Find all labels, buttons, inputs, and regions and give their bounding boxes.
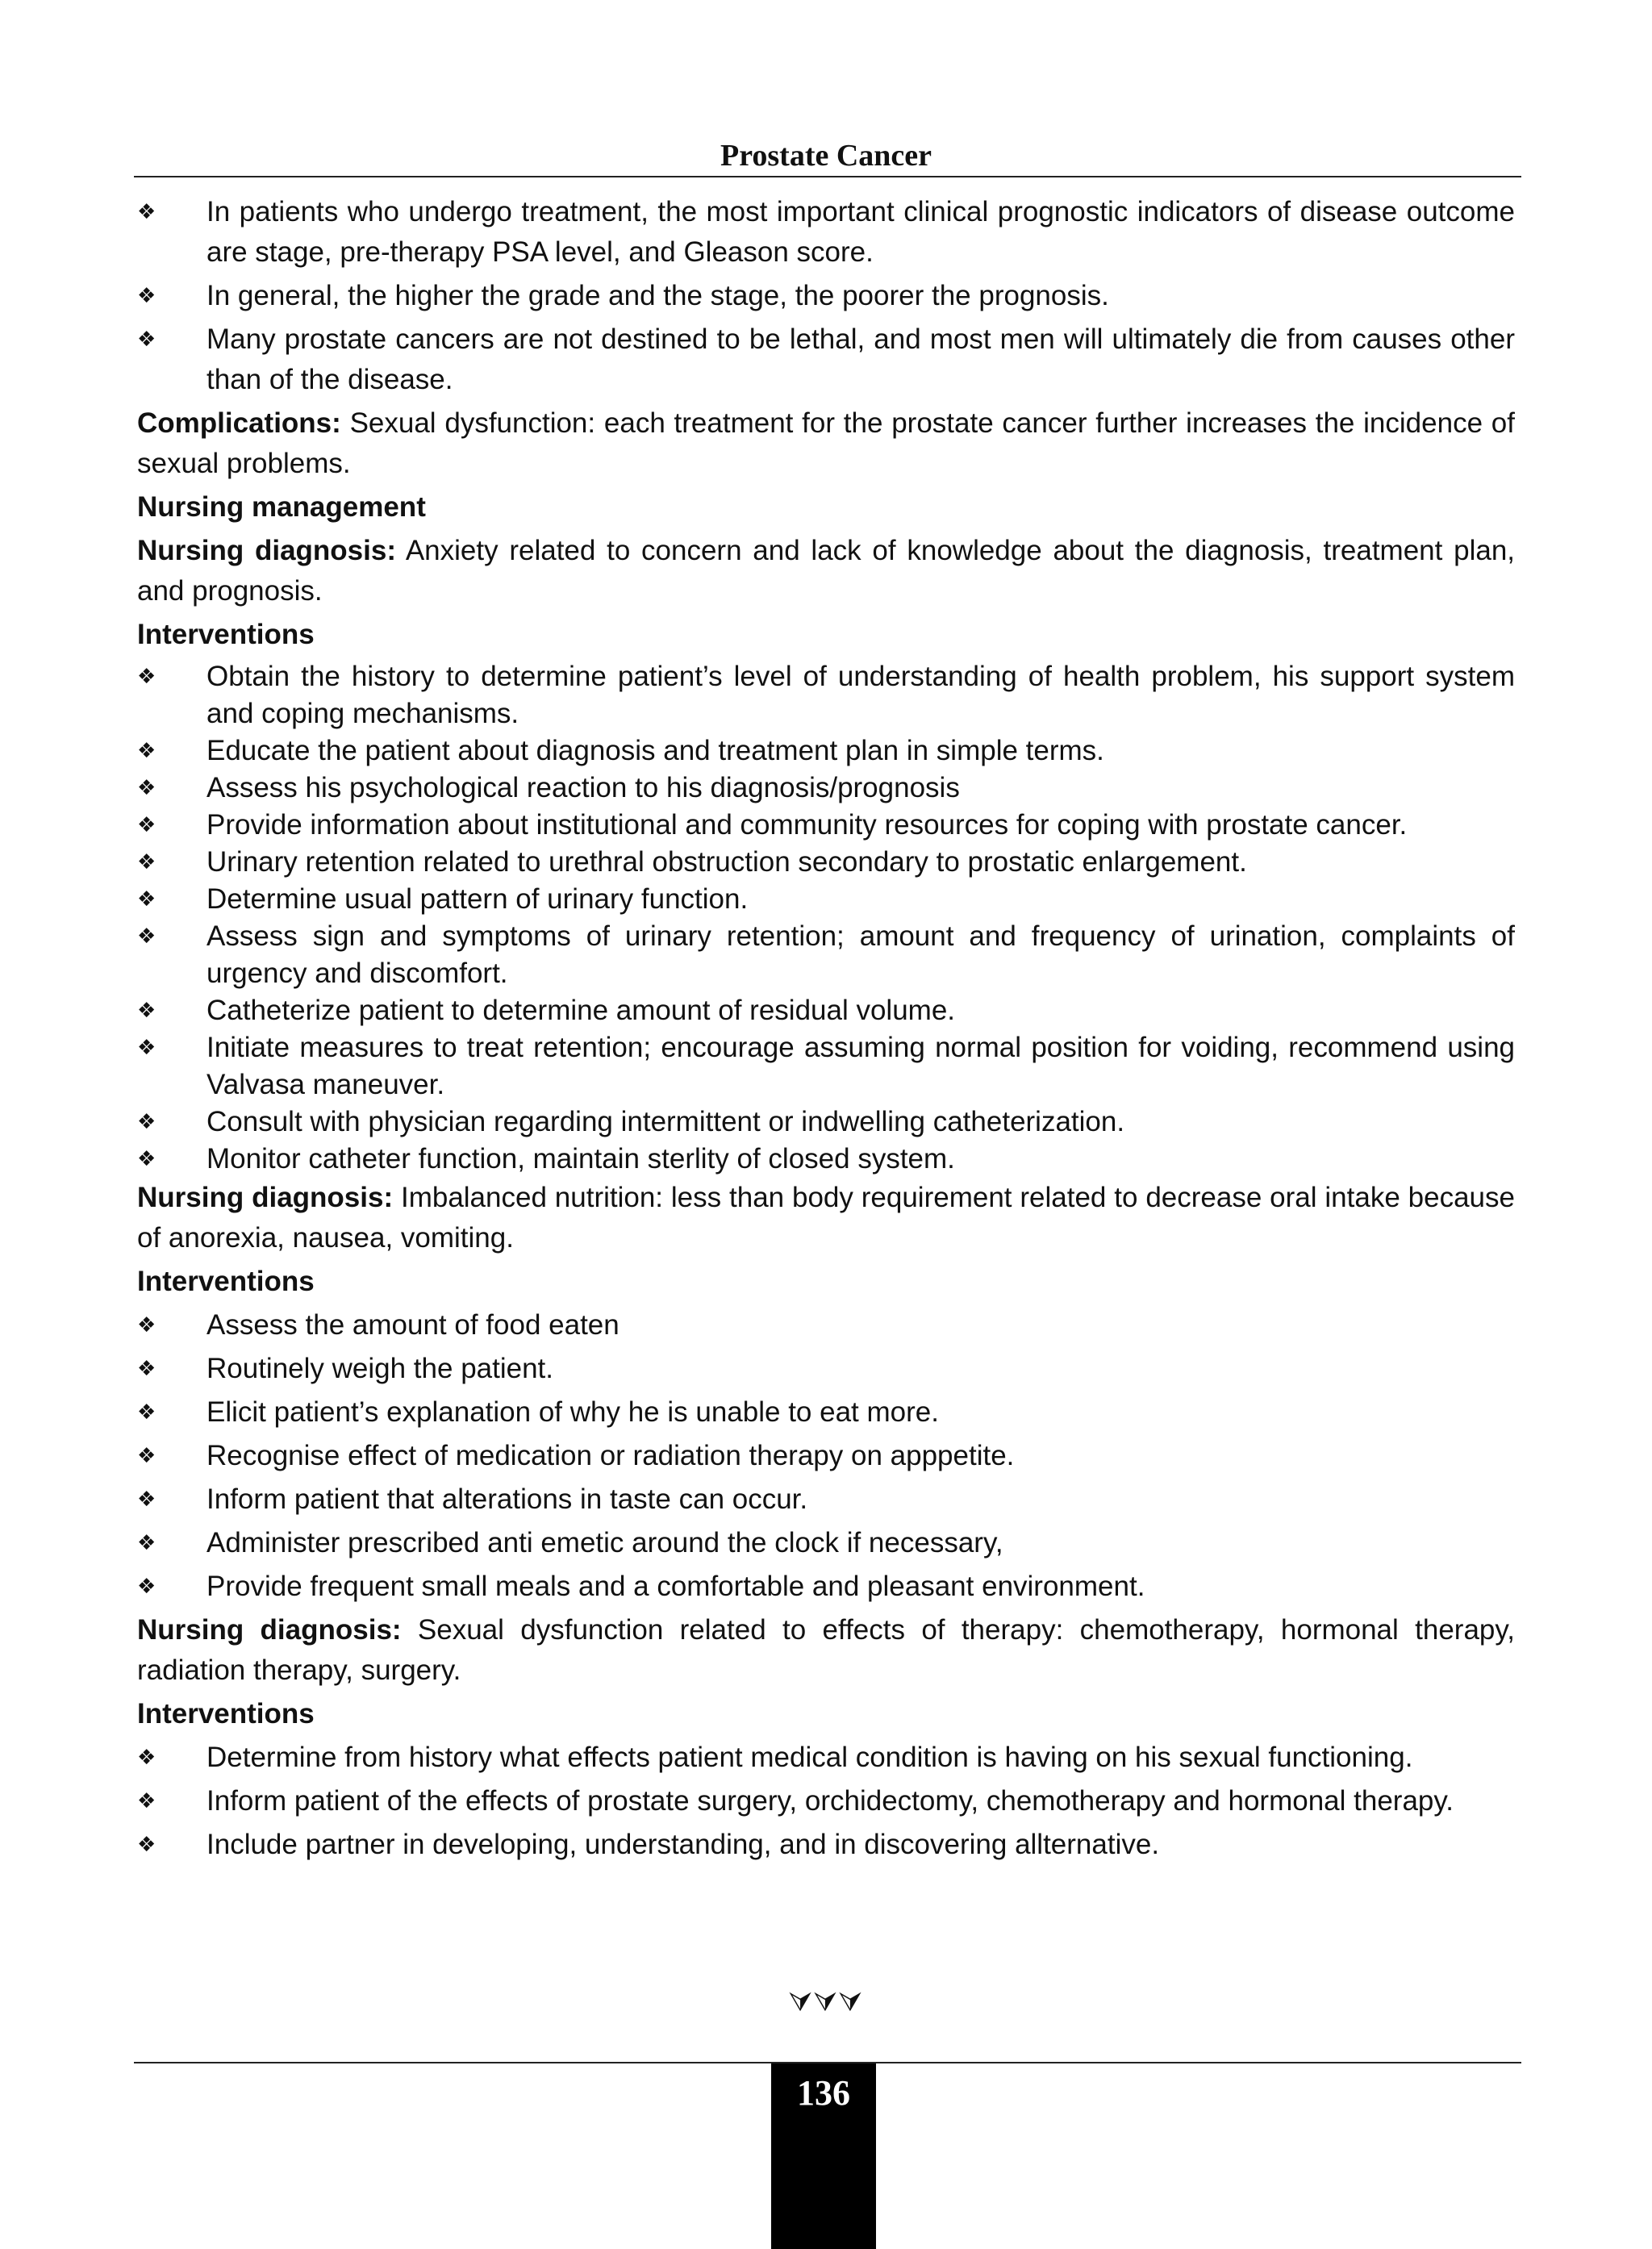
list-item: ❖ In patients who undergo treatment, the most important clinical prognostic indicators of disease outcome are stage, pre-therapy PSA level, and Gleason score. <box>137 192 1515 273</box>
nursing-diagnosis-label: Nursing diagnosis: <box>137 1614 402 1646</box>
interventions-heading: Interventions <box>137 1266 315 1297</box>
interventions-heading: Interventions <box>137 1698 315 1730</box>
bullet-icon: ❖ <box>137 1400 156 1425</box>
nursing-diagnosis-text: Anxiety related to concern and lack of knowledge about the diagnosis, treatment plan, and prognosis. <box>137 535 1516 607</box>
list-item: ❖ Urinary retention related to urethral obstruction secondary to prostatic enlargement. <box>137 844 1515 881</box>
interventions-list-2 <box>137 1305 1515 1607</box>
list-item: ❖ Determine usual pattern of urinary function. <box>137 881 1515 918</box>
page-number: 136 <box>771 2063 876 2249</box>
bullet-icon: ❖ <box>137 1313 156 1337</box>
bullet-icon: ❖ <box>137 813 156 837</box>
list-item: ❖ Recognise effect of medication or radiation therapy on apppetite. <box>137 1436 1515 1476</box>
nursing-diagnosis-text: Imbalanced nutrition: less than body requirement related to decrease oral intake because of anorexia, nausea, vomiting. <box>137 1182 1515 1254</box>
complications-paragraph <box>137 403 1515 484</box>
header-rule <box>134 176 1521 177</box>
list-item: ❖ Assess the amount of food eaten <box>137 1305 1515 1346</box>
section-end-ornament-icon: ⮛⮛⮛ <box>788 1986 864 2018</box>
bullet-icon: ❖ <box>137 1575 156 1599</box>
bullet-icon: ❖ <box>137 1488 156 1512</box>
list-item: ❖ Routinely weigh the patient. <box>137 1349 1515 1389</box>
interventions-list-3 <box>137 1738 1515 1865</box>
list-item: ❖ Educate the patient about diagnosis and treatment plan in simple terms. <box>137 732 1515 770</box>
bullet-icon: ❖ <box>137 1531 156 1555</box>
bullet-icon: ❖ <box>137 1833 156 1857</box>
bullet-icon: ❖ <box>137 1746 156 1770</box>
page-content <box>137 192 1515 1868</box>
bullet-icon: ❖ <box>137 1444 156 1468</box>
nursing-diagnosis-label: Nursing diagnosis: <box>137 1182 394 1213</box>
list-item: ❖ Determine from history what effects patient medical condition is having on his sexual functioning. <box>137 1738 1515 1778</box>
bullet-icon: ❖ <box>137 284 156 308</box>
nursing-diagnosis-label: Nursing diagnosis: <box>137 535 396 566</box>
bullet-icon: ❖ <box>137 1147 156 1171</box>
prognosis-list <box>137 192 1515 400</box>
list-item: ❖ Include partner in developing, understanding, and in discovering allternative. <box>137 1825 1515 1865</box>
list-item: ❖ Elicit patient’s explanation of why he is unable to eat more. <box>137 1392 1515 1433</box>
nursing-diagnosis-1 <box>137 531 1515 611</box>
list-item: ❖ Provide frequent small meals and a comfortable and pleasant environment. <box>137 1567 1515 1607</box>
nursing-management-heading: Nursing management <box>137 491 426 523</box>
bullet-icon: ❖ <box>137 1036 156 1060</box>
list-item: ❖ Many prostate cancers are not destined to be lethal, and most men will ultimately die from causes other than of the disease. <box>137 319 1515 400</box>
list-item: ❖ Catheterize patient to determine amount of residual volume. <box>137 992 1515 1029</box>
bullet-icon: ❖ <box>137 1110 156 1134</box>
list-item: ❖ Obtain the history to determine patient’s level of understanding of health problem, his support system and coping mechanisms. <box>137 658 1515 732</box>
bullet-icon: ❖ <box>137 924 156 949</box>
list-item: ❖ Provide information about institutional and community resources for coping with prostate cancer. <box>137 807 1515 844</box>
interventions-heading: Interventions <box>137 619 315 650</box>
bullet-icon: ❖ <box>137 328 156 352</box>
page-header-title: Prostate Cancer <box>720 139 932 173</box>
list-item: ❖ Initiate measures to treat retention; encourage assuming normal position for voiding, recommend using Valvasa maneuver. <box>137 1029 1515 1104</box>
bullet-icon: ❖ <box>137 1789 156 1813</box>
complications-text: Sexual dysfunction: each treatment for the prostate cancer further increases the incidence of sexual problems. <box>137 407 1515 479</box>
list-item: ❖ Inform patient that alterations in taste can occur. <box>137 1479 1515 1520</box>
bullet-icon: ❖ <box>137 739 156 763</box>
bullet-icon: ❖ <box>137 665 156 689</box>
bullet-icon: ❖ <box>137 776 156 800</box>
nursing-diagnosis-2 <box>137 1178 1515 1258</box>
bullet-icon: ❖ <box>137 850 156 874</box>
nursing-diagnosis-3 <box>137 1610 1515 1691</box>
bullet-icon: ❖ <box>137 887 156 912</box>
list-item: ❖ Assess sign and symptoms of urinary retention; amount and frequency of urination, complaints of urgency and discomfort. <box>137 918 1515 992</box>
list-item: ❖ Monitor catheter function, maintain sterlity of closed system. <box>137 1141 1515 1178</box>
complications-label: Complications: <box>137 407 341 439</box>
list-item: ❖ Consult with physician regarding intermittent or indwelling catheterization. <box>137 1104 1515 1141</box>
bullet-icon: ❖ <box>137 999 156 1023</box>
interventions-list-1 <box>137 658 1515 1178</box>
bullet-icon: ❖ <box>137 1357 156 1381</box>
list-item: ❖ Assess his psychological reaction to his diagnosis/prognosis <box>137 770 1515 807</box>
nursing-diagnosis-text: Sexual dysfunction related to effects of therapy: chemotherapy, hormonal therapy, radiation therapy, surgery. <box>137 1614 1515 1686</box>
list-item: ❖ In general, the higher the grade and the stage, the poorer the prognosis. <box>137 276 1515 316</box>
list-item: ❖ Administer prescribed anti emetic around the clock if necessary, <box>137 1523 1515 1563</box>
list-item: ❖ Inform patient of the effects of prostate surgery, orchidectomy, chemotherapy and hormonal therapy. <box>137 1781 1515 1821</box>
bullet-icon: ❖ <box>137 200 156 224</box>
